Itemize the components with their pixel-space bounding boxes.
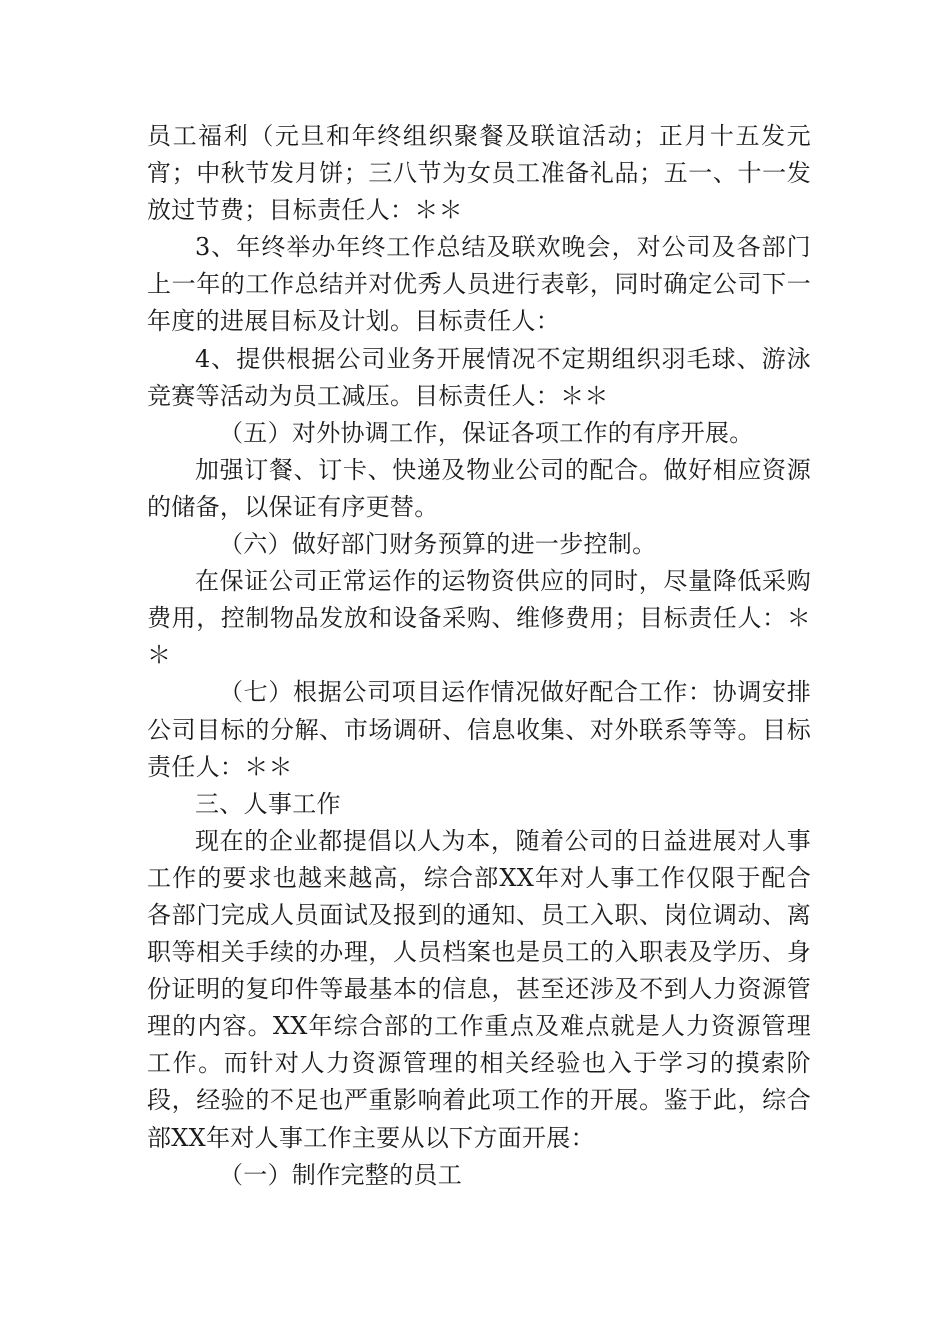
document-body <box>147 118 811 1194</box>
section-heading-project-cooperation: （七）根据公司项目运作情况做好配合工作：协调安排公司目标的分解、市场调研、信息收集、对外联系等等。目标责任人：＊＊ <box>147 678 811 781</box>
section-heading-personnel-work: 三、人事工作 <box>195 789 341 818</box>
section-heading-employee-records: （一）制作完整的员工 <box>219 1160 462 1189</box>
paragraph-item-3-year-end-summary: 3、年终举办年终工作总结及联欢晚会，对公司及各部门上一年的工作总结并对优秀人员进行表彰，同时确定公司下一年度的进展目标及计划。目标责任人： <box>147 233 811 336</box>
paragraph-coordination-details: 加强订餐、订卡、快递及物业公司的配合。做好相应资源的储备，以保证有序更替。 <box>147 455 811 521</box>
paragraph-item-4-activities: 4、提供根据公司业务开展情况不定期组织羽毛球、游泳竞赛等活动为员工减压。目标责任人：＊＊ <box>147 344 811 410</box>
section-heading-budget-control: （六）做好部门财务预算的进一步控制。 <box>219 530 657 559</box>
paragraph-budget-details: 在保证公司正常运作的运物资供应的同时，尽量降低采购费用，控制物品发放和设备采购、维修费用；目标责任人：＊＊ <box>147 567 811 670</box>
paragraph-personnel-details: 现在的企业都提倡以人为本，随着公司的日益进展对人事工作的要求也越来越高，综合部XX年对人事工作仅限于配合各部门完成人员面试及报到的通知、员工入职、岗位调动、离职等相关手续的办理，人员档案也是员工的入职表及学历、身份证明的复印件等最基本的信息，甚至还涉及不到人力资源管理的内容。XX年综合部的工作重点及难点就是人力资源管理工作。而针对人力资源管理的相关经验也入于学习的摸索阶段，经验的不足也严重影响着此项工作的开展。鉴于此，综合部XX年对人事工作主要从以下方面开展： <box>147 826 811 1152</box>
section-heading-external-coordination: （五）对外协调工作，保证各项工作的有序开展。 <box>219 418 754 447</box>
paragraph-employee-benefits: 员工福利（元旦和年终组织聚餐及联谊活动；正月十五发元宵；中秋节发月饼；三八节为女员工准备礼品；五一、十一发放过节费；目标责任人：＊＊ <box>147 122 811 225</box>
